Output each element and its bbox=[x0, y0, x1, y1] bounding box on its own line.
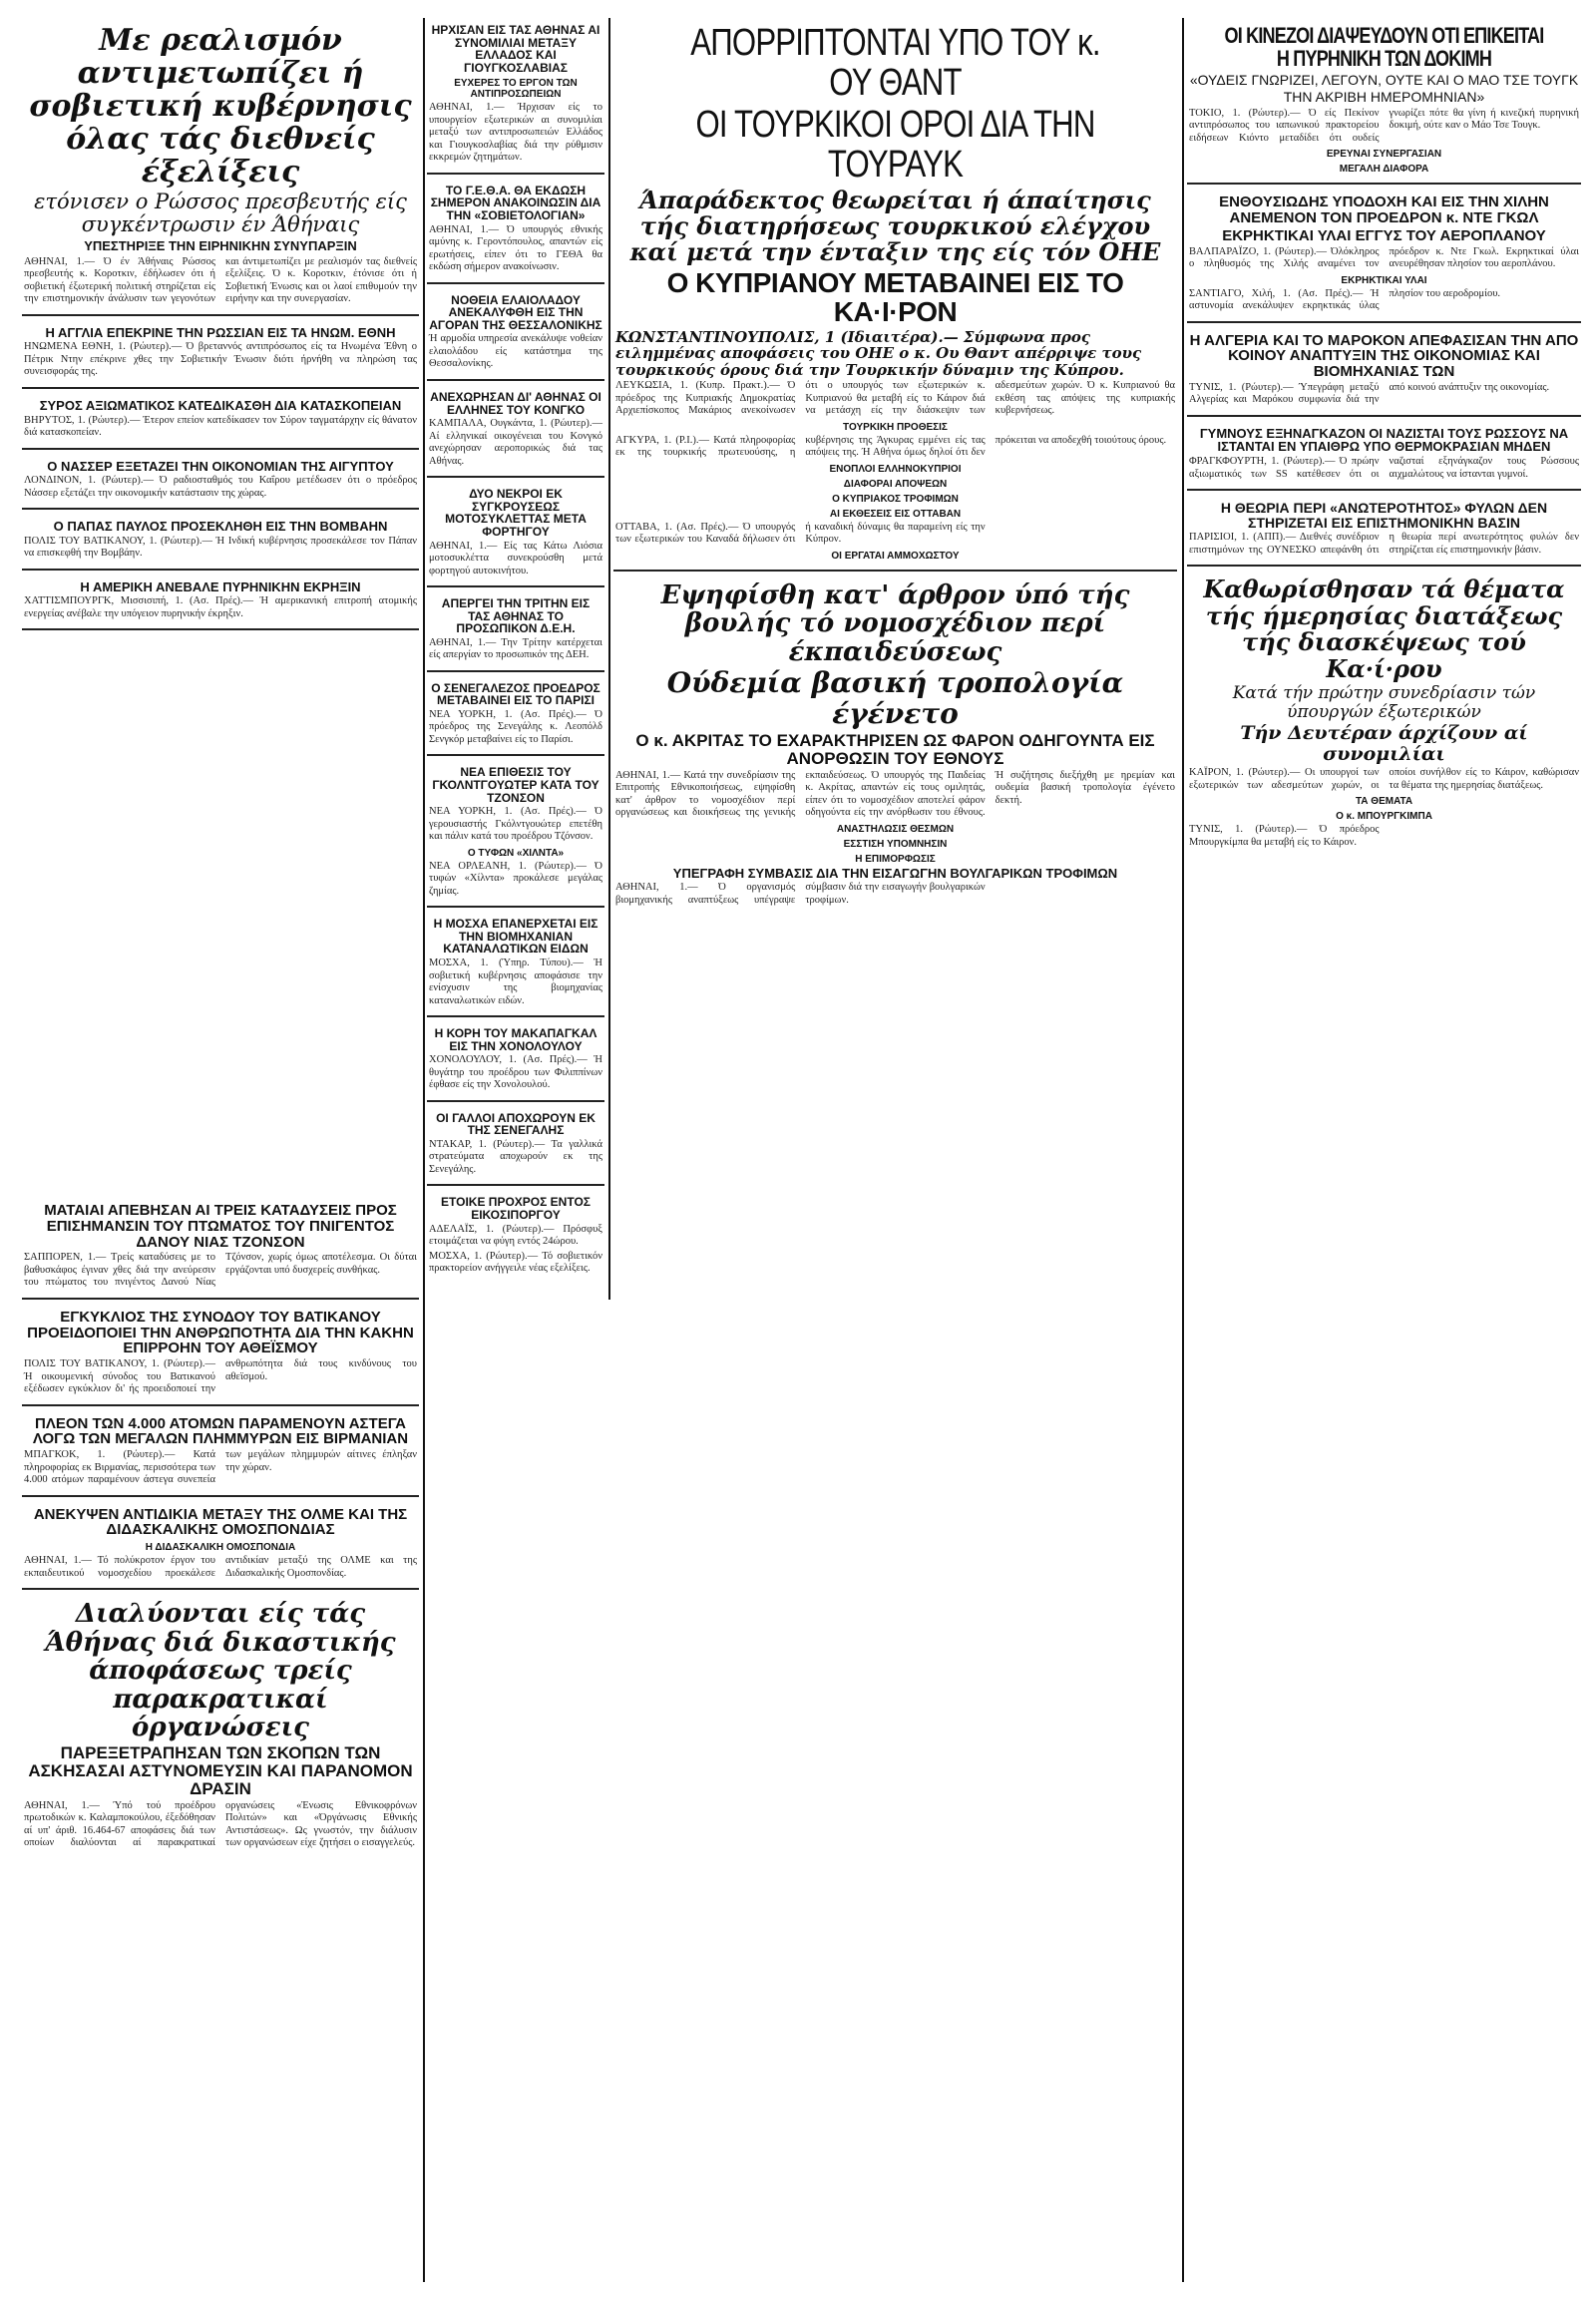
article-nasser bbox=[22, 454, 419, 511]
body-text: ΦΡΑΓΚΦΟΥΡΤΗ, 1. (Ρώυτερ).— Ό πρώην αξιωματικός των SS κατέθεσεν ότι οι ναζισταί εξηνάγκαζον τους Ρώσσους αιχμαλώτους να ίστανται γυμνοί. bbox=[1189, 456, 1579, 480]
column-2 bbox=[427, 18, 604, 1973]
headline: ΟΙ ΓΑΛΛΟΙ ΑΠΟΧΩΡΟΥΝ ΕΚ ΤΗΣ ΣΕΝΕΓΑΛΗΣ bbox=[436, 1110, 596, 1138]
section-label: ΜΕΓΑΛΗ ΔΙΑΦΟΡΑ bbox=[1339, 164, 1429, 176]
body-text: ΝΤΑΚΑΡ, 1. (Ρώυτερ).— Τα γαλλικά στρατεύματα αποχωρούν εκ της Σενεγάλης. bbox=[429, 1138, 602, 1175]
headline: Ο ΠΑΠΑΣ ΠΑΥΛΟΣ ΠΡΟΣΕΚΛΗΘΗ ΕΙΣ ΤΗΝ ΒΟΜΒΑΗΝ bbox=[53, 519, 388, 535]
body-text: ΑΘΗΝΑΙ, 1.— Ό οργανισμός βιομηχανικής αναπτύξεως υπέγραψε σύμβασιν διά την εισαγωγήν βουλγαρικών τροφίμων. bbox=[615, 882, 986, 906]
article-greece-yugoslavia bbox=[427, 18, 604, 175]
headline: ΕΤΟΙΚΕ ΠΡΟΧΡΟΣ ΕΝΤΟΣ ΕΙΚΟΣΙΠΟΡΓΟΥ bbox=[441, 1195, 591, 1222]
main-body-3: ΟΤΤΑΒΑ, 1. (Ασ. Πρές).— Ό υπουργός των εξωτερικών του Καναδά δήλωσεν ότι ή καναδική δύναμις θα παραμείνη είς την Κύπρον. bbox=[615, 521, 986, 546]
body-text: ΜΟΣΧΑ, 1. (Ύπηρ. Τύπου).— Ή σοβιετική κυβέρνησις αποφάσισε την ενίσχυσιν της βιομηχανίας καταναλωτικών ειδών. bbox=[429, 958, 602, 1006]
headline: ΟΙ ΚΙΝΕΖΟΙ ΔΙΑΨΕΥΔΟΥΝ ΟΤΙ ΕΠΙΚΕΙΤΑΙ Η ΠΥΡΗΝΙΚΗ ΤΩΝ ΔΟΚΙΜΗ bbox=[1224, 23, 1544, 72]
body-text: ΑΘΗΝΑΙ, 1.— Την Τρίτην κατέρχεται είς απεργίαν το προσωπικόν της ΔΕΗ. bbox=[429, 636, 602, 661]
body-text: ΑΘΗΝΑΙ, 1.— Ήρχισαν είς το υπουργείον εξωτερικών αι συνομιλίαι μεταξύ των αντιπροσωπειών Ελλάδος και Γιουγκοσλαβίας διά την ρύθμισιν εκκρεμών ζητημάτων. bbox=[429, 102, 602, 164]
body-text: ΜΟΣΧΑ, 1. (Ρώυτερ).— Τό σοβιετικόν πρακτορείον ανήγγειλε νέας εξελίξεις. bbox=[429, 1250, 602, 1275]
column-rule-3 bbox=[1182, 18, 1184, 2282]
headline: ΗΡΧΙΣΑΝ ΕΙΣ ΤΑΣ ΑΘΗΝΑΣ ΑΙ ΣΥΝΟΜΙΛΙΑΙ ΜΕΤΑΞΥ ΕΛΛΑΔΟΣ ΚΑΙ ΓΙΟΥΓΚΟΣΛΑΒΙΑΣ bbox=[431, 23, 600, 75]
body-text: ΑΔΕΛΑΪΣ, 1. (Ρώυτερ).— Πρόσφυξ ετοιμάζεται να φύγη εντός 24ώρου. bbox=[429, 1223, 602, 1248]
section-label: ΔΙΑΦΟΡΑΙ ΑΠΟΨΕΩΝ bbox=[843, 478, 948, 490]
article-senegal-president bbox=[427, 676, 604, 757]
column-1 bbox=[22, 18, 419, 1195]
article-education-bill bbox=[613, 575, 1177, 916]
article-organizations-dissolved bbox=[22, 1594, 419, 1858]
lead-headline: Με ρεαλισμόν αντιμετωπίζει ή σοβιετική κυβέρνησις όλας τάς διεθνείς έξελίξεις bbox=[29, 23, 412, 190]
article-dives bbox=[22, 1197, 419, 1300]
article-vatican-encyclical bbox=[22, 1304, 419, 1406]
headline: ΝΕΑ ΕΠΙΘΕΣΙΣ ΤΟΥ ΓΚΟΛΝΤΓΟΥΩΤΕΡ ΚΑΤΑ ΤΟΥ ΤΖΟΝΣΟΝ bbox=[432, 765, 599, 805]
headline: Εψηφίσθη κατ' άρθρον ύπό τής βουλής τό νομοσχέδιον περί έκπαιδεύσεως bbox=[660, 579, 1130, 667]
body-text: ΑΘΗΝΑΙ, 1.— Είς τας Κάτω Λιόσια μοτοσυκλέττα συνεκρούσθη μετά φορτηγού αυτοκινήτου. bbox=[429, 540, 602, 576]
headline: ΣΥΡΟΣ ΑΞΙΩΜΑΤΙΚΟΣ ΚΑΤΕΔΙΚΑΣΘΗ ΔΙΑ ΚΑΤΑΣΚΟΠΕΙΑΝ bbox=[39, 397, 402, 413]
headline: ΕΝΘΟΥΣΙΩΔΗΣ ΥΠΟΔΟΧΗ ΚΑΙ ΕΙΣ ΤΗΝ ΧΙΛΗΝ ΑΝΕΜΕΝΟΝ ΤΟΝ ΠΡΟΕΔΡΟΝ κ. ΝΤΕ ΓΚΩΛ bbox=[1219, 193, 1549, 227]
section-label: ΕΝΟΠΛΟΙ ΕΛΛΗΝΟΚΥΠΡΙΟΙ bbox=[829, 463, 962, 475]
main-story-u-thant bbox=[613, 18, 1177, 572]
body-text: ΝΕΑ ΟΡΛΕΑΝΗ, 1. (Ρώυτερ).— Ό τυφών «Χίλντα» προκάλεσε μεγάλας ζημίας. bbox=[429, 860, 602, 897]
body-text: ΚΑΪΡΟΝ, 1. (Ρώυτερ).— Οι υπουργοί των εξωτερικών των αδεσμεύτων χωρών, οι οποίοι συνήλθον είς το Κάιρον, καθώρισαν τα θέματα της ημερησίας διατάξεως. bbox=[1189, 767, 1579, 791]
section-label: Η ΕΠΙΜΟΡΦΩΣΙΣ bbox=[855, 853, 936, 865]
section-label: ΕΚΡΗΚΤΙΚΑΙ ΥΛΑΙ bbox=[1341, 274, 1427, 286]
headline: ΑΝΕΧΩΡΗΣΑΝ ΔΙ' ΑΘΗΝΑΣ ΟΙ ΕΛΛΗΝΕΣ ΤΟΥ ΚΟΝΓΚΟ bbox=[430, 389, 601, 417]
headline: Η ΑΓΓΛΙΑ ΕΠΕΚΡΙΝΕ ΤΗΝ ΡΩΣΣΙΑΝ ΕΙΣ ΤΑ ΗΝΩΜ. ΕΘΝΗ bbox=[45, 324, 396, 340]
article-congo-greeks bbox=[427, 385, 604, 478]
article-china-nuclear bbox=[1187, 18, 1581, 185]
headline: ΠΛΕΟΝ ΤΩΝ 4.000 ΑΤΟΜΩΝ ΠΑΡΑΜΕΝΟΥΝ ΑΣΤΕΓΑ ΛΟΓΩ ΤΩΝ ΜΕΓΑΛΩΝ ΠΛΗΜΜΥΡΩΝ ΕΙΣ ΒΙΡΜΑΝΙΑΝ bbox=[32, 1414, 409, 1448]
headline: ΕΓΚΥΚΛΙΟΣ ΤΗΣ ΣΥΝΟΔΟΥ ΤΟΥ ΒΑΤΙΚΑΝΟΥ ΠΡΟΕΙΔΟΠΟΙΕΙ ΤΗΝ ΑΝΘΡΩΠΟΤΗΤΑ ΔΙΑ ΤΗΝ ΚΑΚΗΝ ΕΠΙΡΡΟΗΝ ΤΟΥ ΑΘΕΪΣΜΟΥ bbox=[27, 1308, 414, 1357]
main-body-2: ΑΓΚΥΡΑ, 1. (Ρ.Ι.).— Κατά πληροφορίας εκ της τουρκικής πρωτευούσης, η κυβέρνησις της Άγκυρας εμμένει είς τας απόψεις της. Ή Αθήνα όμως δηλοί ότι δεν πρόκειται να αποδεχθή τοιούτους όρους. bbox=[615, 434, 1167, 459]
headline: ΑΠΕΡΓΕΙ ΤΗΝ ΤΡΙΤΗΝ ΕΙΣ ΤΑΣ ΑΘΗΝΑΣ ΤΟ ΠΡΟΣΩΠΙΚΟΝ Δ.Ε.Η. bbox=[441, 596, 591, 636]
article-goldwater bbox=[427, 760, 604, 908]
article-collision bbox=[427, 482, 604, 587]
article-syrian-officer bbox=[22, 393, 419, 450]
article-olme bbox=[22, 1501, 419, 1591]
section-label: ΕΣΣΤΙΣΗ ΥΠΟΜΝΗΣΙΝ bbox=[843, 838, 948, 850]
headline: ΔΥΟ ΝΕΚΡΟΙ ΕΚ ΣΥΓΚΡΟΥΣΕΩΣ ΜΟΤΟΣΥΚΛΕΤΤΑΣ ΜΕΤΑ ΦΟΡΤΗΓΟΥ bbox=[445, 487, 587, 539]
article-cairo-conference bbox=[1187, 571, 1581, 857]
headline: Καθωρίσθησαν τά θέματα τής ήμερησίας διατάξεως τής διασκέψεως τού Κα·ί·ρου bbox=[1203, 575, 1565, 683]
body-text: ΚΑΜΠΑΛΑ, Ουγκάντα, 1. (Ρώυτερ).— Αί ελληνικαί οικογένειαι του Κονγκό ανεχώρησαν αεροπορικώς διά τας Αθήνας. bbox=[429, 418, 602, 467]
headline: ΑΝΕΚΥΨΕΝ ΑΝΤΙΔΙΚΙΑ ΜΕΤΑΞΥ ΤΗΣ ΟΛΜΕ ΚΑΙ ΤΗΣ ΔΙΔΑΣΚΑΛΙΚΗΣ ΟΜΟΣΠΟΝΔΙΑΣ bbox=[33, 1505, 408, 1539]
article-usa-explosion bbox=[22, 575, 419, 631]
article-french-senegal bbox=[427, 1106, 604, 1187]
headline: Η ΑΜΕΡΙΚΗ ΑΝΕΒΑΛΕ ΠΥΡΗΝΙΚΗΝ ΕΚΡΗΞΙΝ bbox=[80, 578, 361, 594]
body-text: ΒΗΡΥΤΟΣ, 1. (Ρώυτερ).— Έτερον επείον κατεδίκασεν τον Σύρον ταγματάρχην είς θάνατον διά κατασκοπείαν. bbox=[24, 414, 417, 439]
headline: Η ΜΟΣΧΑ ΕΠΑΝΕΡΧΕΤΑΙ ΕΙΣ ΤΗΝ ΒΙΟΜΗΧΑΝΙΑΝ ΚΑΤΑΝΑΛΩΤΙΚΩΝ ΕΙΔΩΝ bbox=[433, 917, 598, 957]
article-geetha bbox=[427, 179, 604, 284]
body-text: ΣΑΠΠΟΡΕΝ, 1.— Τρείς καταδύσεις με το βαθυσκάφος έγιναν χθες διά την ανεύρεσιν του πτώματος του πνιγέντος Δανού Νίας Τζόνσον, χωρίς όμως αποτέλεσμα. Οι δύται εργάζονται υπό δυσχερείς συνθήκας. bbox=[24, 1252, 417, 1289]
article-refugee bbox=[427, 1190, 604, 1283]
body-text: ΛΟΝΔΙΝΟΝ, 1. (Ρώυτερ).— Ό ραδιοσταθμός του Καΐρου μετέδωσεν ότι ο πρόεδρος Νάσσερ εξετάζει την οικονομικήν κατάστασιν της χώρας. bbox=[24, 475, 417, 499]
section-label: ΤΟΥΡΚΙΚΗ ΠΡΟΘΕΣΙΣ bbox=[843, 421, 948, 433]
section-label: ΟΙ ΕΡΓΑΤΑΙ ΑΜΜΟΧΩΣΤΟΥ bbox=[831, 550, 960, 562]
section-label: ΑΝΑΣΤΗΛΩΣΙΣ ΘΕΣΜΩΝ bbox=[836, 823, 955, 835]
headline-2: ΕΚΡΗΚΤΙΚΑΙ ΥΛΑΙ ΕΓΓΥΣ ΤΟΥ ΑΕΡΟΠΛΑΝΟΥ bbox=[1222, 226, 1546, 244]
body-text: ΤΥΝΙΣ, 1. (Ρώυτερ).— Ύπεγράφη μεταξύ Αλγερίας και Μαρόκου συμφωνία διά την από κοινού ανάπτυξιν της οικονομίας. bbox=[1189, 381, 1550, 406]
main-body: ΛΕΥΚΩΣΙΑ, 1. (Κυπρ. Πρακτ.).— Ό πρόεδρος της Κυπριακής Δημοκρατίας Αρχιεπίσκοπος Μακάριος ανεκοίνωσεν ότι ο υπουργός των εξωτερικών κ. Κυπριανού θα μεταβή είς το Κάιρον διά να μετάσχη είς την διάσκεψιν των αδεσμεύτων χωρών. Ό κ. Κυπριανού θα εκθέση τας απόψεις της κυπριακής κυβερνήσεως. bbox=[615, 380, 1175, 417]
body-text: ΠΑΡΙΣΙΟΙ, 1. (ΑΠΠ).— Διεθνές συνέδριον επιστημόνων της ΟΥΝΕΣΚΟ απεφάνθη ότι η θεωρία περί ανωτερότητος φυλών δεν στηρίζεται είς επιστημονικήν βάσιν. bbox=[1189, 532, 1579, 556]
headline: Ο ΣΕΝΕΓΑΛΕΖΟΣ ΠΡΟΕΔΡΟΣ ΜΕΤΑΒΑΙΝΕΙ ΕΙΣ ΤΟ ΠΑΡΙΣΙ bbox=[431, 680, 600, 708]
section-label: Η ΔΙΔΑΣΚΑΛΙΚΗ ΟΜΟΣΠΟΝΔΙΑ bbox=[145, 1542, 296, 1553]
section-label: ΑΙ ΕΚΘΕΣΕΙΣ ΕΙΣ ΟΤΤΑΒΑΝ bbox=[829, 508, 962, 520]
main-subheadline: Άπαράδεκτος θεωρείται ή άπαίτησις τής διατηρήσεως τουρκικού ελέγχου καί μετά την ένταξιν της είς τόν ΟΗΕ bbox=[629, 185, 1161, 267]
body-text: ΠΟΛΙΣ ΤΟΥ ΒΑΤΙΚΑΝΟΥ, 1. (Ρώυτερ).— Ή οικουμενική σύνοδος του Βατικανού εξέδωσεν εγκύκλιον δι' ής προειδοποιεί την ανθρωπότητα διά τους κινδύνους του αθεϊσμού. bbox=[24, 1358, 417, 1394]
article-macapagal bbox=[427, 1021, 604, 1102]
article-england-russia bbox=[22, 320, 419, 389]
lead-strapline: ΥΠΕΣΤΗΡΙΞΕ ΤΗΝ ΕΙΡΗΝΙΚΗΝ ΣΥΝΥΠΑΡΞΙΝ bbox=[84, 238, 357, 254]
subheadline: ΠΑΡΕΞΕΤΡΑΠΗΣΑΝ ΤΩΝ ΣΚΟΠΩΝ ΤΩΝ ΑΣΚΗΣΑΣΑΙ ΑΣΤΥΝΟΜΕΥΣΙΝ ΚΑΙ ΠΑΡΑΝΟΜΟΝ ΔΡΑΣΙΝ bbox=[28, 1742, 413, 1798]
article-algeria-morocco bbox=[1187, 327, 1581, 417]
section-label: Ο ΤΥΦΩΝ «ΧΙΛΝΤΑ» bbox=[467, 847, 565, 859]
lede-text: ΚΩΝΣΤΑΝΤΙΝΟΥΠΟΛΙΣ, 1 (Ιδιαιτέρα).— Σύμφωνα προς ειλημμένας αποφάσεις του ΟΗΕ ο κ. Ου Θαντ απέρριψε τους τουρκικούς όρους διά την Τουρκικήν δύναμιν της Κύπρου. bbox=[615, 327, 1142, 379]
section-label: Ο κ. ΜΠΟΥΡΓΚΙΜΠΑ bbox=[1336, 811, 1432, 823]
article-nazis-russians bbox=[1187, 421, 1581, 491]
headline: Η ΑΛΓΕΡΙΑ ΚΑΙ ΤΟ ΜΑΡΟΚΟΝ ΑΠΕΦΑΣΙΣΑΝ ΤΗΝ ΑΠΟ ΚΟΙΝΟΥ ΑΝΑΠΤΥΞΙΝ ΤΗΣ ΟΙΚΟΝΟΜΙΑΣ ΚΑΙ ΒΙΟΜΗΧΑΝΙΑΣ ΤΩΝ bbox=[1189, 331, 1579, 381]
body-text: ΒΑΛΠΑΡΑΪΖΟ, 1. (Ρώυτερ).— Όλόκληρος ο πληθυσμός της Χιλής αναμένει τον πρόεδρον κ. Ντε Γκωλ. Εκρηκτικαί ύλαι ανευρέθησαν πλησίον του αεροπλάνου. bbox=[1189, 245, 1579, 270]
headline: Η ΚΟΡΗ ΤΟΥ ΜΑΚΑΠΑΓΚΑΛ ΕΙΣ ΤΗΝ ΧΟΝΟΛΟΥΛΟΥ bbox=[434, 1026, 598, 1053]
body-text: ΜΠΑΓΚΟΚ, 1. (Ρώυτερ).— Κατά πληροφορίας εκ Βιρμανίας, περισσότερα των 4.000 ατόμων παραμένουν άστεγα συνεπεία των μεγάλων πλημμυρών αίτινες έπληξαν την χώραν. bbox=[24, 1449, 417, 1485]
column-3 bbox=[613, 18, 1177, 2282]
article-moscow-industry bbox=[427, 912, 604, 1017]
body-text: Ή αρμοδία υπηρεσία ανεκάλυψε νοθείαν ελαιολάδου είς κατάστημα της Θεσσαλονίκης. bbox=[429, 333, 602, 370]
headline: Η ΘΕΩΡΙΑ ΠΕΡΙ «ΑΝΩΤΕΡΟΤΗΤΟΣ» ΦΥΛΩΝ ΔΕΝ ΣΤΗΡΙΖΕΤΑΙ ΕΙΣ ΕΠΙΣΤΗΜΟΝΙΚΗΝ ΒΑΣΙΝ bbox=[1220, 500, 1548, 531]
column-rule-1 bbox=[423, 18, 425, 2282]
body-text: ΤΟΚΙΟ, 1. (Ρώυτερ).— Ό είς Πεκίνον αντιπρόσωπος του ιαπωνικού πρακτορείου ειδήσεων Κιόντο μεταδίδει ότι ουδείς γνωρίζει πότε θα γίνη ή κινεζική πυρηνική δοκιμή, ούτε καν ο Μάο Τσε Τουγκ. bbox=[1189, 107, 1579, 144]
article-strike-dei bbox=[427, 591, 604, 672]
body-text: ΑΘΗΝΑΙ, 1.— Ό υπουργός εθνικής αμύνης κ. Γεροντόπουλος, απαντών είς ερωτήσεις, είπεν ότι το ΓΕΘΑ θα εκδώση σήμερον ανακοίνωσιν. bbox=[429, 223, 602, 273]
headline: ΝΟΘΕΙΑ ΕΛΑΙΟΛΑΔΟΥ ΑΝΕΚΑΛΥΦΘΗ ΕΙΣ ΤΗΝ ΑΓΟΡΑΝ ΤΗΣ ΘΕΣΣΑΛΟΝΙΚΗΣ bbox=[429, 292, 602, 332]
body-text: ΑΘΗΝΑΙ, 1.— Τό πολύκροτον έργον του εκπαιδευτικού νομοσχεδίου προεκάλεσε αντιδικίαν μεταξύ της ΟΛΜΕ και της Διδασκαλικής Ομοσπονδίας. bbox=[24, 1555, 417, 1579]
article-de-gaulle-chile bbox=[1187, 189, 1581, 322]
headline-2: Ούδεμία βασική τροπολογία έγένετο bbox=[666, 666, 1124, 731]
body-text: ΑΘΗΝΑΙ, 1.— Κατά την συνεδρίασιν της Επιτροπής Εθνικοποιήσεως, εψηφίσθη κατ' άρθρον το νομοσχέδιον περί οργανώσεως και διοικήσεως της γενικής εκπαιδεύσεως. Ό υπουργός της Παιδείας κ. Ακρίτας, απαντών είς τους ομιλητάς, είπεν ότι το νομοσχέδιον αποτελεί φάρον οδηγούντα είς την ανόρθωσιν του έθνους. Ή συζήτησις διεξήχθη με ηρεμίαν και ουδεμία βασική τροπολογία έγένετο δεκτή. bbox=[615, 769, 1175, 819]
article-race-theory bbox=[1187, 495, 1581, 567]
body-text: ΤΥΝΙΣ, 1. (Ρώυτερ).— Ό πρόεδρος Μπουργκίμπα θα μεταβή είς το Κάιρον. bbox=[1189, 824, 1380, 848]
column-rule-2 bbox=[608, 18, 610, 1300]
body-text: ΧΑΤΤΙΣΜΠΟΥΡΓΚ, Μισσισιπή, 1. (Ασ. Πρές).— Ή αμερικανική επιτροπή ατομικής ενεργείας ανέβαλε την υπόγειον πυρηνικήν έκρηξιν. bbox=[24, 595, 417, 619]
section-label: ΕΥΧΕΡΕΣ ΤΟ ΕΡΓΟΝ ΤΩΝ ΑΝΤΙΠΡΟΣΩΠΕΙΩΝ bbox=[454, 78, 578, 101]
lead-body: ΑΘΗΝΑΙ, 1.— Ό έν Άθήναις Ρώσσος πρεσβευτής κ. Κοροτκιν, έδήλωσεν ότι ή σοβιετική έξωτερική πολιτική στηρίζεται είς την επιστημονικήν άνάλυσιν των γεγονότων και άντιμετωπίζει με ρεαλισμόν τας διεθνείς εξελίξεις. Ό κ. Κοροτκιν, έτόνισε ότι ή Σοβιετική Ένωσις και οι λαοί επιθυμούν την ειρήνην και την συνεργασίαν. bbox=[24, 255, 417, 305]
subheadline: Κατά τήν πρώτην συνεδρίασιν τών ύπουργών έξωτερικών bbox=[1232, 683, 1536, 722]
headline: ΓΥΜΝΟΥΣ ΕΞΗΝΑΓΚΑΖΟΝ ΟΙ ΝΑΖΙΣΤΑΙ ΤΟΥΣ ΡΩΣΣΟΥΣ ΝΑ ΙΣΤΑΝΤΑΙ ΕΝ ΥΠΑΙΘΡΩ ΥΠΟ ΘΕΡΜΟΚΡΑΣΙΑΝ ΜΗΔΕΝ bbox=[1199, 425, 1569, 455]
lead-article-soviet bbox=[22, 18, 419, 316]
lead-subheadline: ετόνισεν ο Ρώσσος πρεσβευτής είς συγκέντρωσιν έν Άθήναις bbox=[34, 190, 407, 237]
body-text: ΝΕΑ ΥΟΡΚΗ, 1. (Ασ. Πρές).— Ό γερουσιαστής Γκόλντγουώτερ επετέθη και πάλιν κατά του προέδρου Τζόνσον. bbox=[429, 806, 602, 843]
article-olive-oil bbox=[427, 288, 604, 381]
banner-headline-1: ΑΠΟΡΡΙΠΤΟΝΤΑΙ ΥΠΟ ΤΟΥ κ. ΟΥ ΘΑΝΤ bbox=[690, 22, 1100, 104]
subheadline-2: Τήν Δευτέραν άρχίζουν αί συνομιλίαι bbox=[1240, 722, 1528, 766]
headline: ΜΑΤΑΙΑΙ ΑΠΕΒΗΣΑΝ ΑΙ ΤΡΕΙΣ ΚΑΤΑΔΥΣΕΙΣ ΠΡΟΣ ΕΠΙΣΗΜΑΝΣΙΝ ΤΟΥ ΠΤΩΜΑΤΟΣ ΤΟΥ ΠΝΙΓΕΝΤΟΣ ΔΑΝΟΥ ΝΙΑΣ ΤΖΟΝΣΟΝ bbox=[44, 1202, 397, 1251]
banner-headline-3: Ο ΚΥΠΡΙΑΝΟΥ ΜΕΤΑΒΑΙΝΕΙ ΕΙΣ ΤΟ ΚΑ·Ι·ΡΟΝ bbox=[666, 266, 1124, 328]
body-text: ΧΟΝΟΛΟΥΛΟΥ, 1. (Ασ. Πρές).— Ή θυγάτηρ του προέδρου των Φιλιππίνων έφθασε είς την Χονολουλού. bbox=[429, 1054, 602, 1091]
column-1-lower bbox=[22, 1197, 419, 2284]
body-text: ΝΕΑ ΥΟΡΚΗ, 1. (Ασ. Πρές).— Ό πρόεδρος της Σενεγάλης κ. Λεοπόλδ Σενγκόρ μεταβαίνει είς το Παρίσι. bbox=[429, 708, 602, 745]
subheadline: Ο κ. ΑΚΡΙΤΑΣ ΤΟ ΕΧΑΡΑΚΤΗΡΙΣΕΝ ΩΣ ΦΑΡΟΝ ΟΔΗΓΟΥΝΤΑ ΕΙΣ ΑΝΟΡΘΩΣΙΝ ΤΟΥ ΕΘΝΟΥΣ bbox=[635, 730, 1155, 768]
headline: ΤΟ Γ.Ε.Θ.Α. ΘΑ ΕΚΔΩΣΗ ΣΗΜΕΡΟΝ ΑΝΑΚΟΙΝΩΣΙΝ ΔΙΑ ΤΗΝ «ΣΟΒΙΕΤΟΛΟΓΙΑΝ» bbox=[430, 183, 601, 223]
section-label: ΤΑ ΘΕΜΑΤΑ bbox=[1355, 796, 1413, 808]
section-label: ΕΡΕΥΝΑΙ ΣΥΝΕΡΓΑΣΙΑΝ bbox=[1326, 149, 1442, 161]
body-text: ΠΟΛΙΣ ΤΟΥ ΒΑΤΙΚΑΝΟΥ, 1. (Ρώυτερ).— Ή Ινδική κυβέρνησις προσεκάλεσε τον Πάπαν να επισκεφθή την Βομβάην. bbox=[24, 535, 417, 560]
body-text: ΑΘΗΝΑΙ, 1.— Ύπό τού προέδρου πρωτοδικών κ. Καλαμποκούλου, έξεδόθησαν αί υπ' άριθ. 16.464-67 αποφάσεις διά των οποίων διαλύονται αί παρακρατικαί οργανώσεις «Ένωσις Εθνικοφρόνων Πολιτών» και «Όργάνωσις Εθνικής Αντιστάσεως». Ως γνωστόν, την διάλυσιν των οργανώσεων είχε ζητήσει ο εισαγγελεύς. bbox=[24, 1799, 417, 1848]
headline: Διαλύονται είς τάς Άθήνας διά δικαστικής άποφάσεως τρείς παρακρατικαί όργανώσεις bbox=[45, 1599, 396, 1743]
article-pope bbox=[22, 514, 419, 571]
section-label: Ο ΚΥΠΡΙΑΚΟΣ ΤΡΟΦΙΜΩΝ bbox=[832, 493, 959, 505]
headline-bulgarian-food: ΥΠΕΓΡΑΦΗ ΣΥΜΒΑΣΙΣ ΔΙΑ ΤΗΝ ΕΙΣΑΓΩΓΗΝ ΒΟΥΛΓΑΡΙΚΩΝ ΤΡΟΦΙΜΩΝ bbox=[672, 865, 1118, 881]
column-4 bbox=[1187, 18, 1581, 2282]
headline: Ο ΝΑΣΣΕΡ ΕΞΕΤΑΖΕΙ ΤΗΝ ΟΙΚΟΝΟΜΙΑΝ ΤΗΣ ΑΙΓΥΠΤΟΥ bbox=[47, 458, 394, 474]
body-text: ΗΝΩΜΕΝΑ ΕΘΝΗ, 1. (Ρώυτερ).— Ό βρεταννός αντιπρόσωπος είς τα Ηνωμένα Έθνη ο Πέτρικ Ντην επέκρινε χθες την Σοβιετικήν Ένωσιν διότι ήρνήθη να πληρώση τας συνεισφοράς της. bbox=[24, 341, 417, 378]
subheadline: «ΟΥΔΕΙΣ ΓΝΩΡΙΖΕΙ, ΛΕΓΟΥΝ, ΟΥΤΕ ΚΑΙ Ο ΜΑΟ ΤΣΕ ΤΟΥΓΚ ΤΗΝ ΑΚΡΙΒΗ ΗΜΕΡΟΜΗΝΙΑΝ» bbox=[1189, 72, 1579, 105]
article-burma-floods bbox=[22, 1410, 419, 1497]
banner-headline-2: ΟΙ ΤΟΥΡΚΙΚΟΙ ΟΡΟΙ ΔΙΑ ΤΗΝ ΤΟΥΡΑΥΚ bbox=[695, 103, 1095, 186]
body-text: ΣΑΝΤΙΑΓΟ, Χιλή, 1. (Ασ. Πρές).— Ή αστυνομία ανεκάλυψεν εκρηκτικάς ύλας πλησίον του αεροδρομίου. bbox=[1189, 287, 1501, 312]
